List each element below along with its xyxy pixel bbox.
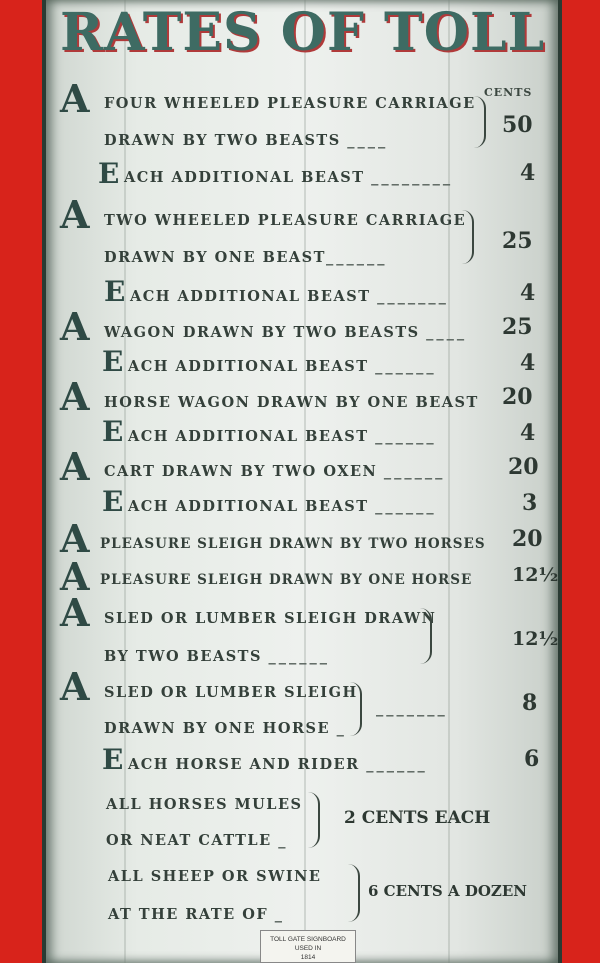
entry-amount: 4	[520, 350, 536, 376]
entry-lead-letter: E	[102, 485, 124, 518]
entry-amount: 25	[502, 314, 533, 340]
entry-lead-letter: A	[60, 554, 90, 599]
plaque-line: 1814	[300, 954, 316, 961]
sign-title: RATES OF TOLL	[60, 2, 546, 63]
brace	[308, 792, 320, 848]
entry-line1: CART DRAWN BY TWO OXEN	[104, 463, 378, 480]
entry-line1: PLEASURE SLEIGH DRAWN BY ONE HORSE	[100, 572, 473, 588]
entry-line1: ALL SHEEP OR SWINE	[108, 868, 322, 885]
entry-amount: 8	[522, 690, 538, 716]
entry-amount: 4	[520, 160, 536, 186]
entry-lead-letter: A	[60, 374, 90, 419]
entry-lead-letter: E	[104, 275, 126, 308]
entry-lead-letter: E	[102, 415, 124, 448]
entry-line1: ALL HORSES MULES	[106, 796, 303, 813]
entry-line1: ACH ADDITIONAL BEAST	[128, 498, 369, 515]
cents-header: CENTS	[484, 86, 533, 99]
entry-amount: 12½	[512, 628, 559, 650]
entry-amount: 4	[520, 420, 536, 446]
entry-line1: ACH ADDITIONAL BEAST	[128, 358, 369, 375]
entry-line2: AT THE RATE OF	[108, 906, 269, 923]
entry-line2: BY TWO BEASTS	[104, 648, 262, 665]
entry-line1: ACH ADDITIONAL BEAST	[130, 288, 371, 305]
entry-amount: 50	[502, 112, 533, 138]
entry-lead-letter: E	[102, 743, 124, 776]
entry-lead-letter: A	[60, 76, 90, 121]
entry-lead-letter: A	[60, 516, 90, 561]
entry-line1: PLEASURE SLEIGH DRAWN BY TWO HORSES	[100, 536, 486, 552]
entry-line1: HORSE WAGON DRAWN BY ONE BEAST	[104, 394, 479, 411]
entry-lead-letter: A	[60, 444, 90, 489]
entry-line2: OR NEAT CATTLE	[106, 832, 272, 849]
plaque-line: TOLL GATE SIGNBOARD	[270, 936, 346, 943]
brace	[420, 608, 432, 664]
entry-lead-letter: A	[60, 664, 90, 709]
entry-lead-letter: A	[60, 192, 90, 237]
entry-line1: WAGON DRAWN BY TWO BEASTS	[104, 324, 420, 341]
entry-line2: DRAWN BY ONE HORSE	[104, 720, 331, 737]
entry-amount: 2 CENTS EACH	[344, 808, 491, 828]
brace	[474, 96, 486, 148]
plaque-line: USED IN	[294, 945, 322, 952]
entry-line1: ACH ADDITIONAL BEAST	[128, 428, 369, 445]
museum-label-plaque	[260, 930, 356, 963]
brace	[350, 682, 362, 736]
entry-line1: ACH HORSE AND RIDER	[128, 756, 360, 773]
entry-lead-letter: A	[60, 590, 90, 635]
brace	[348, 864, 360, 922]
entry-line2: DRAWN BY TWO BEASTS	[104, 132, 341, 149]
entry-amount: 20	[512, 526, 543, 552]
entry-line1: TWO WHEELED PLEASURE CARRIAGE	[104, 212, 467, 229]
entry-lead-letter: A	[60, 304, 90, 349]
entry-lead-letter: E	[102, 345, 124, 378]
entry-amount: 6	[524, 746, 540, 772]
entry-amount: 4	[520, 280, 536, 306]
entry-line2: DRAWN BY ONE BEAST	[104, 249, 326, 266]
entry-amount: 20	[502, 384, 533, 410]
entry-amount: 6 CENTS A DOZEN	[368, 882, 527, 900]
entry-amount: 25	[502, 228, 533, 254]
brace	[462, 210, 474, 264]
entry-line1: ACH ADDITIONAL BEAST	[124, 169, 365, 186]
entry-lead-letter: E	[98, 157, 120, 190]
entry-line1: FOUR WHEELED PLEASURE CARRIAGE	[104, 95, 476, 112]
entry-line1: SLED OR LUMBER SLEIGH DRAWN	[104, 610, 437, 627]
entry-line1: SLED OR LUMBER SLEIGH	[104, 684, 358, 701]
entry-amount: 12½	[512, 564, 559, 586]
entry-amount: 20	[508, 454, 539, 480]
entry-amount: 3	[522, 490, 538, 516]
